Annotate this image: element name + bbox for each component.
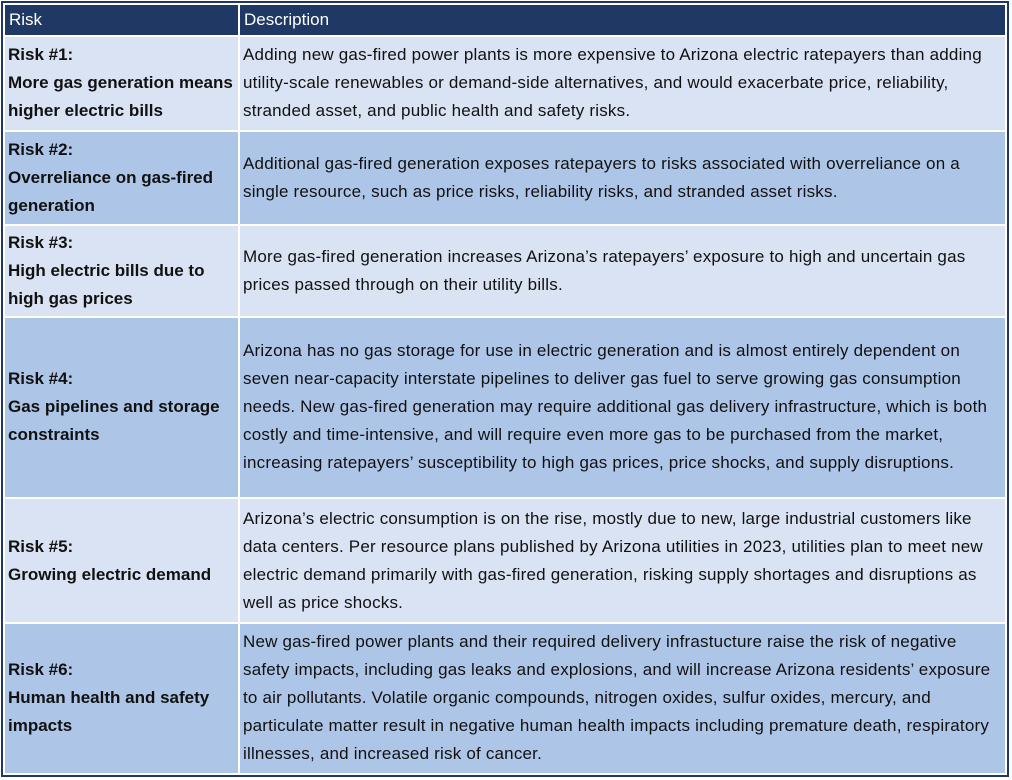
risk-title: Growing electric demand (8, 564, 212, 584)
risk-cell (5, 499, 238, 622)
risk-cell (5, 132, 238, 225)
table-row (5, 499, 1005, 622)
risk-title: Gas pipelines and storage constraints (8, 397, 220, 445)
description-cell: More gas-fired generation increases Arizona’s ratepayers’ exposure to high and uncertain gas prices passed through on their utility bills. (240, 226, 1005, 316)
table-row (5, 132, 1005, 225)
table-row (5, 318, 1005, 497)
risk-cell (5, 318, 238, 497)
description-cell: New gas-fired power plants and their required delivery infrastucture raise the risk of negative safety impacts, including gas leaks and explosions, and will increase Arizona residents’ exposure to air pollutants. Volatile organic compounds, nitrogen oxides, sulfur oxides, mercury, and particulate matter result in negative human health impacts including premature death, respiratory illnesses, and increased risk of cancer. (240, 624, 1005, 773)
risk-number: Risk #5: (8, 536, 74, 556)
table-row (5, 37, 1005, 130)
risk-number: Risk #6: (8, 660, 74, 680)
risk-cell (5, 624, 238, 773)
risk-column-header: Risk (5, 5, 238, 35)
risk-number: Risk #3: (8, 233, 74, 253)
table-row (5, 624, 1005, 773)
table-header-row (5, 5, 1005, 35)
risk-table-frame (1, 1, 1009, 777)
description-cell: Adding new gas-fired power plants is more expensive to Arizona electric ratepayers than adding utility-scale renewables or demand-side alternatives, and would exacerbate price, reliability, stranded asset, and public health and safety risks. (240, 37, 1005, 130)
description-cell: Additional gas-fired generation exposes ratepayers to risks associated with overreliance on a single resource, such as price risks, reliability risks, and stranded asset risks. (240, 132, 1005, 225)
risk-cell (5, 37, 238, 130)
risk-title: High electric bills due to high gas prices (8, 261, 205, 309)
risk-title: Overreliance on gas-fired generation (8, 167, 214, 215)
description-cell: Arizona’s electric consumption is on the rise, mostly due to new, large industrial customers like data centers. Per resource plans published by Arizona utilities in 2023, utilities plan to meet new electric demand primarily with gas-fired generation, risking supply shortages and disruptions as well as price shocks. (240, 499, 1005, 622)
table-row (5, 226, 1005, 316)
risk-cell (5, 226, 238, 316)
risk-number: Risk #2: (8, 139, 74, 159)
risk-number: Risk #4: (8, 369, 74, 389)
risk-number: Risk #1: (8, 45, 74, 65)
description-column-header: Description (240, 5, 1005, 35)
description-cell: Arizona has no gas storage for use in electric generation and is almost entirely dependent on seven near-capacity interstate pipelines to deliver gas fuel to serve growing gas consumption needs. New gas-fired generation may require additional gas delivery infrastructure, which is both costly and time-intensive, and will require even more gas to be purchased from the market, increasing ratepayers’ susceptibility to high gas prices, price shocks, and supply disruptions. (240, 318, 1005, 497)
risk-title: More gas generation means higher electric bills (8, 73, 233, 121)
risk-title: Human health and safety impacts (8, 688, 210, 736)
risk-table (3, 3, 1007, 775)
